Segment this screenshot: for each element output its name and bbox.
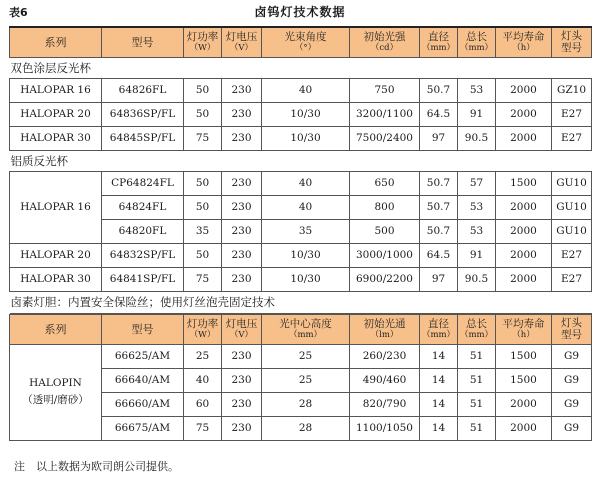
col-header-intensity-unit: （cd） bbox=[370, 43, 399, 54]
cell-series: HALOPAR 30 bbox=[10, 267, 102, 291]
table-title: 卤钨灯技术数据 bbox=[254, 5, 346, 19]
cell-voltage: 230 bbox=[222, 243, 262, 267]
cell-voltage: 230 bbox=[222, 392, 262, 416]
cell-series: HALOPAR 20 bbox=[10, 102, 102, 126]
cell-voltage: 230 bbox=[222, 416, 262, 440]
col-header-diameter-unit: （mm） bbox=[421, 330, 456, 340]
col-header-center-height-label: 光中心高度 bbox=[279, 318, 332, 330]
section-row bbox=[10, 57, 592, 78]
cell-life: 2000 bbox=[496, 416, 552, 440]
col-header-diameter bbox=[420, 314, 458, 344]
cell-beam: 40 bbox=[262, 171, 350, 195]
cell-intensity: 3000/1000 bbox=[350, 243, 420, 267]
col-header-power-label: 灯功率 bbox=[186, 31, 219, 44]
col-header-life bbox=[496, 27, 552, 57]
cell-diameter: 14 bbox=[420, 368, 458, 392]
cell-length: 51 bbox=[458, 368, 496, 392]
cell-model: CP64824FL bbox=[102, 171, 184, 195]
cell-model: 66660/AM bbox=[102, 392, 184, 416]
cell-model: 64832SP/FL bbox=[102, 243, 184, 267]
cell-life: 2000 bbox=[496, 78, 552, 102]
cell-life: 2000 bbox=[496, 102, 552, 126]
section-row bbox=[10, 150, 592, 171]
col-header-flux-unit: （lm） bbox=[370, 330, 399, 340]
cell-power: 50 bbox=[184, 78, 222, 102]
cell-diameter: 50.7 bbox=[420, 171, 458, 195]
cell-base: GU10 bbox=[552, 195, 592, 219]
cell-life: 2000 bbox=[496, 126, 552, 150]
series-name: HALOPIN bbox=[29, 377, 82, 389]
cell-model: 66675/AM bbox=[102, 416, 184, 440]
header-row bbox=[10, 314, 592, 344]
cell-life: 1500 bbox=[496, 344, 552, 368]
cell-voltage: 230 bbox=[222, 368, 262, 392]
col-header-length bbox=[458, 27, 496, 57]
table-label: 表6 bbox=[9, 6, 28, 19]
cell-length: 53 bbox=[458, 195, 496, 219]
cell-diameter: 64.5 bbox=[420, 102, 458, 126]
cell-length: 90.5 bbox=[458, 267, 496, 291]
cell-voltage: 230 bbox=[222, 267, 262, 291]
cell-power: 50 bbox=[184, 171, 222, 195]
cell-beam: 10/30 bbox=[262, 243, 350, 267]
cell-length: 51 bbox=[458, 344, 496, 368]
cell-base: GZ10 bbox=[552, 78, 592, 102]
col-header-life-label: 平均寿命 bbox=[502, 318, 545, 330]
col-header-beam bbox=[262, 27, 350, 57]
cell-voltage: 230 bbox=[222, 344, 262, 368]
cell-diameter: 14 bbox=[420, 344, 458, 368]
cell-diameter: 50.7 bbox=[420, 195, 458, 219]
cell-length: 53 bbox=[458, 219, 496, 243]
col-header-diameter-unit: （mm） bbox=[421, 43, 456, 54]
cell-diameter: 14 bbox=[420, 416, 458, 440]
cell-length: 90.5 bbox=[458, 126, 496, 150]
cell-series: HALOPAR 20 bbox=[10, 243, 102, 267]
cell-life: 1500 bbox=[496, 368, 552, 392]
col-header-base-unit: 型号 bbox=[561, 329, 582, 341]
cell-diameter: 97 bbox=[420, 267, 458, 291]
cell-diameter: 14 bbox=[420, 392, 458, 416]
col-header-center-height-unit: （mm） bbox=[288, 330, 323, 340]
col-header-length-label: 总长 bbox=[466, 318, 487, 330]
cell-intensity: 750 bbox=[350, 78, 420, 102]
cell-diameter: 50.7 bbox=[420, 219, 458, 243]
cell-intensity: 6900/2200 bbox=[350, 267, 420, 291]
table-row bbox=[10, 171, 592, 195]
cell-base: E27 bbox=[552, 126, 592, 150]
section-title-dichroic: 双色涂层反光杯 bbox=[10, 57, 592, 78]
col-header-flux-label: 初始光通 bbox=[363, 318, 406, 330]
series-variant: （透明/磨砂） bbox=[22, 394, 89, 406]
cell-diameter: 50.7 bbox=[420, 78, 458, 102]
col-header-power-unit: （W） bbox=[189, 330, 216, 340]
table-row bbox=[10, 243, 592, 267]
cell-series: HALOPAR 16 bbox=[10, 78, 102, 102]
cell-power: 60 bbox=[184, 392, 222, 416]
cell-voltage: 230 bbox=[222, 171, 262, 195]
cell-center-height: 28 bbox=[262, 416, 350, 440]
cell-power: 75 bbox=[184, 267, 222, 291]
cell-intensity: 800 bbox=[350, 195, 420, 219]
col-header-beam-unit: （°） bbox=[294, 43, 317, 54]
spec-table-capsule bbox=[9, 314, 592, 441]
cell-flux: 260/230 bbox=[350, 344, 420, 368]
cell-voltage: 230 bbox=[222, 102, 262, 126]
cell-length: 91 bbox=[458, 102, 496, 126]
cell-model: 64841SP/FL bbox=[102, 267, 184, 291]
table-row bbox=[10, 102, 592, 126]
cell-length: 91 bbox=[458, 243, 496, 267]
table-row bbox=[10, 267, 592, 291]
col-header-center-height bbox=[262, 314, 350, 344]
cell-model: 64826FL bbox=[102, 78, 184, 102]
cell-model: 64845SP/FL bbox=[102, 126, 184, 150]
cell-beam: 35 bbox=[262, 219, 350, 243]
cell-model: 64820FL bbox=[102, 219, 184, 243]
cell-voltage: 230 bbox=[222, 219, 262, 243]
col-header-flux bbox=[350, 314, 420, 344]
col-header-intensity-label: 初始光强 bbox=[363, 31, 406, 44]
cell-beam: 10/30 bbox=[262, 102, 350, 126]
cell-base: G9 bbox=[552, 416, 592, 440]
cell-center-height: 25 bbox=[262, 368, 350, 392]
cell-intensity: 3200/1100 bbox=[350, 102, 420, 126]
table-row bbox=[10, 78, 592, 102]
col-header-model: 型号 bbox=[102, 27, 184, 57]
table-row bbox=[10, 126, 592, 150]
col-header-life-unit: （h） bbox=[512, 43, 535, 54]
col-header-length-label: 总长 bbox=[466, 31, 487, 44]
col-header-voltage-unit: （V） bbox=[229, 330, 254, 340]
cell-diameter: 97 bbox=[420, 126, 458, 150]
cell-length: 57 bbox=[458, 171, 496, 195]
col-header-length-unit: （mm） bbox=[459, 330, 494, 340]
col-header-voltage-label: 灯电压 bbox=[225, 31, 258, 44]
col-header-voltage bbox=[222, 27, 262, 57]
cell-base: E27 bbox=[552, 267, 592, 291]
col-header-power-label: 灯功率 bbox=[186, 318, 219, 330]
col-header-diameter-label: 直径 bbox=[428, 318, 449, 330]
col-header-life-unit: （h） bbox=[512, 330, 535, 340]
section-title-halogen-capsule: 卤素灯胆：内置安全保险丝；使用灯丝泡壳固定技术 bbox=[10, 291, 592, 313]
cell-series: HALOPAR 16 bbox=[10, 171, 102, 243]
cell-base: G9 bbox=[552, 344, 592, 368]
cell-life: 2000 bbox=[496, 219, 552, 243]
cell-beam: 10/30 bbox=[262, 267, 350, 291]
cell-model: 64824FL bbox=[102, 195, 184, 219]
cell-length: 51 bbox=[458, 416, 496, 440]
cell-intensity: 500 bbox=[350, 219, 420, 243]
col-header-diameter-label: 直径 bbox=[428, 31, 449, 44]
cell-flux: 1100/1050 bbox=[350, 416, 420, 440]
cell-intensity: 7500/2400 bbox=[350, 126, 420, 150]
cell-flux: 490/460 bbox=[350, 368, 420, 392]
cell-life: 2000 bbox=[496, 392, 552, 416]
cell-base: E27 bbox=[552, 243, 592, 267]
title-row bbox=[9, 0, 591, 26]
cell-beam: 40 bbox=[262, 195, 350, 219]
cell-flux: 820/790 bbox=[350, 392, 420, 416]
header-row bbox=[10, 27, 592, 57]
cell-life: 2000 bbox=[496, 195, 552, 219]
footnote: 注 以上数据为欧司朗公司提供。 bbox=[14, 460, 179, 473]
cell-base: G9 bbox=[552, 392, 592, 416]
col-header-series: 系列 bbox=[10, 314, 102, 344]
cell-voltage: 230 bbox=[222, 195, 262, 219]
cell-intensity: 650 bbox=[350, 171, 420, 195]
col-header-power bbox=[184, 27, 222, 57]
cell-base: GU10 bbox=[552, 171, 592, 195]
col-header-length-unit: （mm） bbox=[459, 43, 494, 54]
col-header-power bbox=[184, 314, 222, 344]
cell-length: 51 bbox=[458, 392, 496, 416]
cell-power: 25 bbox=[184, 344, 222, 368]
cell-power: 75 bbox=[184, 416, 222, 440]
col-header-beam-label: 光束角度 bbox=[284, 31, 327, 44]
cell-power: 50 bbox=[184, 243, 222, 267]
cell-power: 40 bbox=[184, 368, 222, 392]
cell-center-height: 25 bbox=[262, 344, 350, 368]
cell-voltage: 230 bbox=[222, 78, 262, 102]
cell-life: 2000 bbox=[496, 267, 552, 291]
col-header-life bbox=[496, 314, 552, 344]
cell-length: 53 bbox=[458, 78, 496, 102]
cell-series: HALOPAR 30 bbox=[10, 126, 102, 150]
cell-base: GU10 bbox=[552, 219, 592, 243]
col-header-model: 型号 bbox=[102, 314, 184, 344]
section-title-aluminium: 铝质反光杯 bbox=[10, 150, 592, 171]
cell-power: 75 bbox=[184, 126, 222, 150]
col-header-diameter bbox=[420, 27, 458, 57]
cell-life: 2000 bbox=[496, 243, 552, 267]
col-header-life-label: 平均寿命 bbox=[502, 31, 545, 44]
col-header-base bbox=[552, 27, 592, 57]
spec-page bbox=[9, 0, 591, 441]
cell-series bbox=[10, 344, 102, 440]
cell-power: 35 bbox=[184, 219, 222, 243]
cell-life: 1500 bbox=[496, 171, 552, 195]
col-header-voltage-label: 灯电压 bbox=[225, 318, 258, 330]
cell-model: 64836SP/FL bbox=[102, 102, 184, 126]
col-header-voltage-unit: （V） bbox=[229, 43, 254, 54]
spec-table-reflector bbox=[9, 26, 592, 314]
table-row bbox=[10, 344, 592, 368]
col-header-length bbox=[458, 314, 496, 344]
cell-voltage: 230 bbox=[222, 126, 262, 150]
cell-power: 50 bbox=[184, 195, 222, 219]
cell-center-height: 28 bbox=[262, 392, 350, 416]
col-header-base bbox=[552, 314, 592, 344]
cell-beam: 40 bbox=[262, 78, 350, 102]
cell-model: 66640/AM bbox=[102, 368, 184, 392]
cell-model: 66625/AM bbox=[102, 344, 184, 368]
col-header-base-label: 灯头 bbox=[561, 30, 582, 43]
cell-base: E27 bbox=[552, 102, 592, 126]
col-header-power-unit: （W） bbox=[189, 43, 216, 54]
section-row bbox=[10, 291, 592, 313]
cell-base: G9 bbox=[552, 368, 592, 392]
cell-power: 50 bbox=[184, 102, 222, 126]
col-header-intensity bbox=[350, 27, 420, 57]
col-header-base-unit: 型号 bbox=[561, 42, 582, 55]
col-header-series: 系列 bbox=[10, 27, 102, 57]
col-header-voltage bbox=[222, 314, 262, 344]
col-header-base-label: 灯头 bbox=[561, 317, 582, 329]
cell-diameter: 64.5 bbox=[420, 243, 458, 267]
cell-beam: 10/30 bbox=[262, 126, 350, 150]
